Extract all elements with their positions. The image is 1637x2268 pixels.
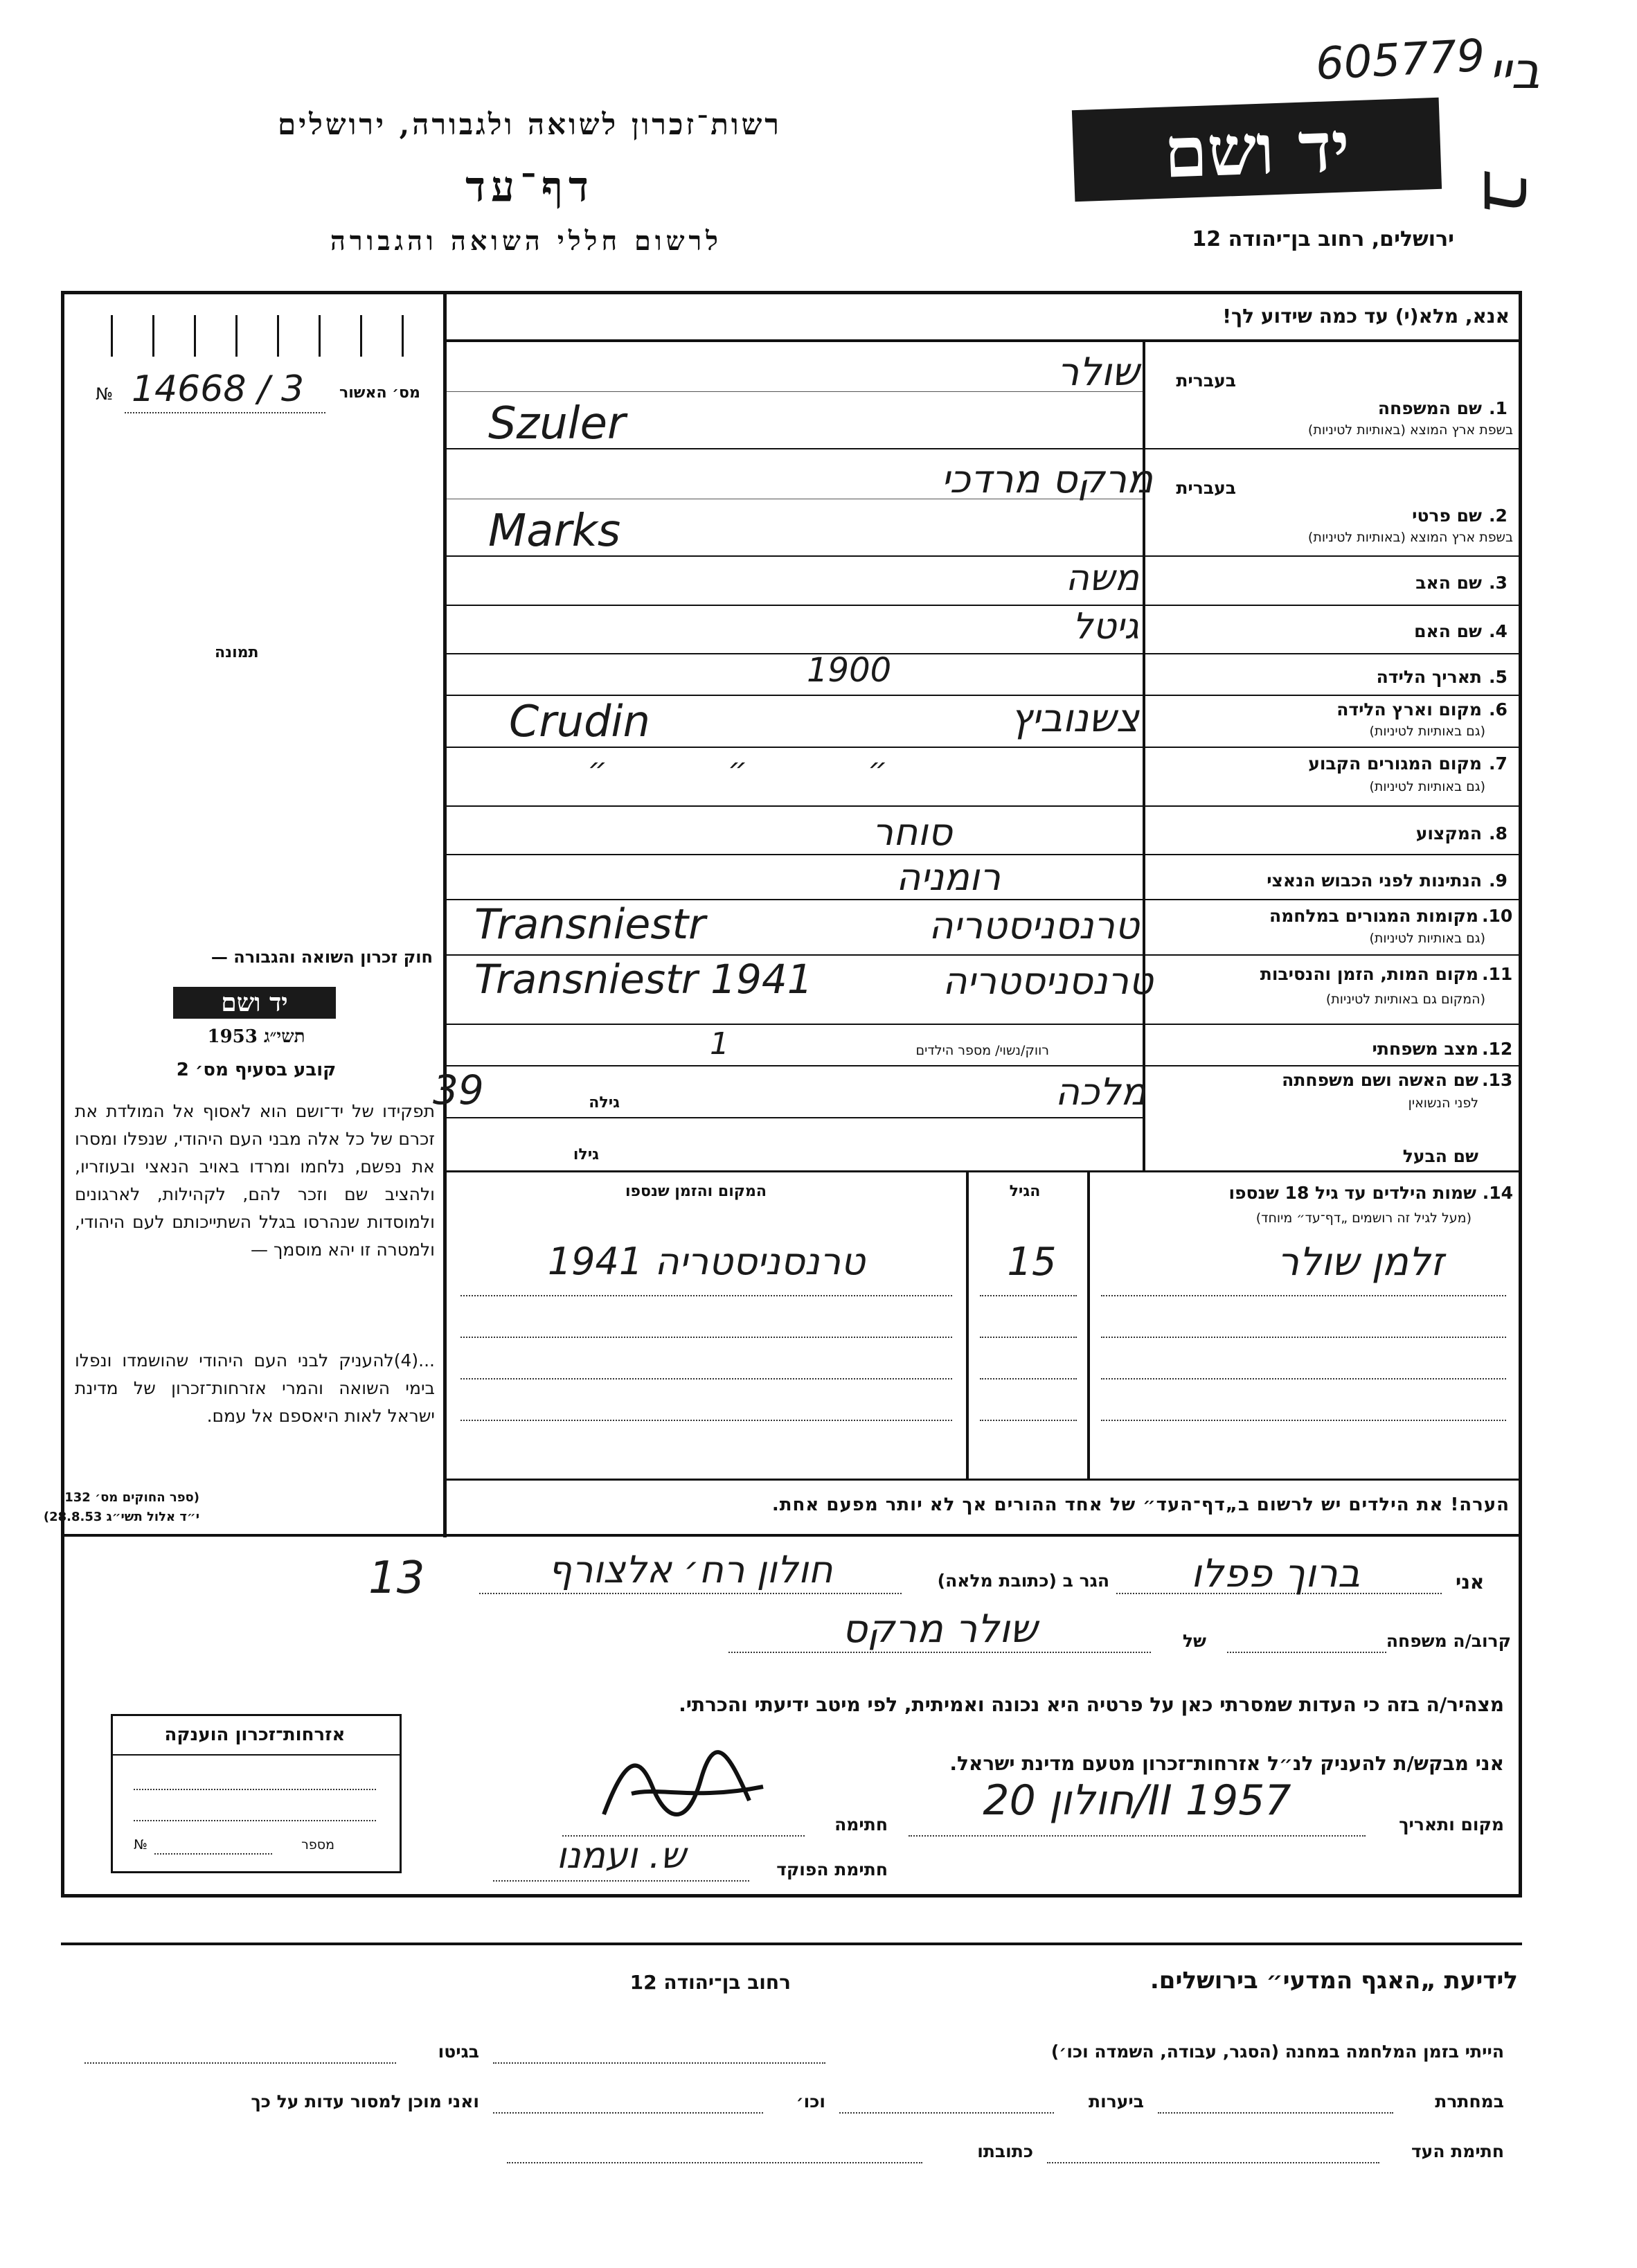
field-4-num: 4. bbox=[1489, 621, 1508, 641]
husband-label: שם הבעל bbox=[1402, 1146, 1478, 1166]
wife-age-value: 39 bbox=[433, 1066, 484, 1114]
field-8-value: סוחר bbox=[872, 810, 952, 854]
field-10-num: 10. bbox=[1482, 906, 1513, 926]
field-5-label: תאריך הלידה bbox=[1376, 667, 1482, 687]
field-12-label: מצב משפחתי bbox=[1372, 1039, 1478, 1059]
field-6-value-hebrew: צשנוביץ bbox=[1010, 696, 1139, 741]
law-ref-2: י״ד אלול תשי״ג 28.8.53) bbox=[43, 1510, 199, 1524]
field-12-num: 12. bbox=[1482, 1039, 1513, 1059]
form-title: דף־עד bbox=[465, 163, 594, 211]
field-3 bbox=[447, 557, 1520, 606]
field-6-label: מקום וארץ הלידה bbox=[1336, 699, 1482, 720]
field-12-value-label: רווק/נשוי/ מספר הילדים bbox=[915, 1043, 1049, 1058]
field-9-label: הנתינות לפני הכבוש הנאצי bbox=[1267, 870, 1482, 891]
field-4 bbox=[447, 606, 1520, 654]
field-10 bbox=[447, 900, 1520, 956]
field-12-value: 1 bbox=[710, 1026, 729, 1062]
child-age: 15 bbox=[1007, 1240, 1057, 1285]
field-1-hint: בשפת ארץ המוצא (באותיות לטיניות) bbox=[1307, 422, 1513, 438]
field-10-value-latin: Transniestr bbox=[474, 900, 706, 949]
children-table bbox=[447, 1170, 1520, 1482]
authority-title: רשות־זכרון לשואה ולגבורה, ירושלים bbox=[278, 107, 782, 141]
bottom-forests: ביערות bbox=[1089, 2091, 1144, 2111]
reg-symbol: № bbox=[96, 384, 113, 404]
field-7-hint: (גם באותיות לטיניות) bbox=[1369, 779, 1485, 794]
header-address: ירושלים, רחוב בן־יהודה 12 bbox=[1192, 227, 1454, 251]
bottom-address-label: כתובתו bbox=[977, 2141, 1033, 2161]
instruction: אנא, מלא(י) עד כמה שידוע לך! bbox=[1222, 305, 1510, 328]
signature bbox=[590, 1745, 784, 1835]
field-3-value: משה bbox=[1065, 557, 1139, 599]
field-1-num: 1. bbox=[1489, 398, 1508, 418]
registration-label: מס׳ האשור bbox=[339, 384, 420, 402]
field-7-value: ״ ״ ״ bbox=[587, 751, 943, 787]
field-6-value-latin: Crudin bbox=[509, 696, 650, 747]
field-1-value-hebrew: שולר bbox=[1057, 350, 1139, 395]
field-3-label: שם האב bbox=[1415, 573, 1482, 593]
field-5 bbox=[447, 651, 1520, 696]
registration-number: 14668 / 3 bbox=[132, 368, 305, 410]
bottom-testimony: ואני מוכן למסור עדות על כך bbox=[251, 2091, 479, 2111]
children-hint: (מעל לגיל זה רושמים „דף־עד״ מיוחד) bbox=[1255, 1211, 1471, 1226]
field-10-label: מקומות המגורים במלחמה bbox=[1269, 906, 1478, 926]
decl-officer-label: חתימת הפוקד bbox=[776, 1859, 888, 1879]
certificate-title: אזרחות־זכרון הוענקה bbox=[164, 1724, 346, 1745]
field-13-label: שם האשה ושם משפחתה bbox=[1282, 1070, 1478, 1090]
registration-ticks bbox=[97, 315, 429, 364]
field-8-num: 8. bbox=[1489, 823, 1508, 843]
form-subtitle: לרשום חללי השואה והגבורה bbox=[330, 225, 722, 256]
field-11-hint: (המקום גם באותיות לטיניות) bbox=[1325, 992, 1485, 1007]
child-name: זלמן שולר bbox=[1277, 1240, 1444, 1285]
field-1-tag: בעברית bbox=[1176, 370, 1236, 391]
bottom-address: רחוב בן־יהודה 12 bbox=[629, 1971, 791, 1994]
field-11-num: 11. bbox=[1482, 964, 1513, 984]
field-10-hint: (גם באותיות לטיניות) bbox=[1369, 931, 1485, 946]
law-year-number: 1953 bbox=[207, 1026, 258, 1047]
archive-number: 605779 bbox=[1314, 30, 1487, 91]
field-10-value-hebrew: טרנסניסטריה bbox=[929, 904, 1139, 947]
decl-of-label: של bbox=[1182, 1631, 1206, 1651]
child-place: טרנסניסטריה 1941 bbox=[547, 1240, 866, 1283]
decl-resident-label: הגר ב (כתובת מלאה) bbox=[937, 1571, 1109, 1591]
field-9 bbox=[447, 855, 1520, 900]
field-2-label: שם פרטי bbox=[1412, 506, 1482, 526]
field-8 bbox=[447, 807, 1520, 855]
field-11-value-hebrew: טרנסניסטריה bbox=[942, 959, 1153, 1003]
field-8-label: המקצוע bbox=[1415, 823, 1482, 843]
law-ref-1: (ספר החוקים מס׳ 132 bbox=[64, 1490, 199, 1505]
field-12 bbox=[447, 1025, 1520, 1066]
bottom-section bbox=[64, 1946, 1518, 2175]
bottom-etc: וכו׳ bbox=[796, 2091, 825, 2111]
field-6-num: 6. bbox=[1489, 699, 1508, 720]
children-col-age: הגיל bbox=[1009, 1183, 1041, 1200]
photo-label: תמונה bbox=[215, 644, 259, 661]
field-11 bbox=[447, 956, 1520, 1025]
decl-relative-value: שולר מרקס bbox=[842, 1607, 1037, 1652]
wife-age-label: גילה bbox=[589, 1094, 620, 1111]
decl-signature-label: חתימה bbox=[834, 1814, 888, 1834]
corner-mark-2: ב bbox=[1466, 168, 1555, 212]
field-5-value: 1900 bbox=[807, 651, 892, 690]
decl-relation-label: קרוב/ה משפחה bbox=[1386, 1631, 1511, 1651]
field-9-num: 9. bbox=[1489, 870, 1508, 891]
certificate-box bbox=[111, 1714, 402, 1873]
law-title: חוק זכרון השואה והגבורה — bbox=[211, 947, 433, 967]
decl-request-text: אני מבקש/ת להעניק לנ״ל אזרחות־זכרון מטעם מדינת ישראל. bbox=[949, 1752, 1504, 1775]
decl-address-number: 13 bbox=[368, 1553, 425, 1604]
law-year bbox=[187, 1026, 325, 1047]
law-year-hebrew: תשי״ג bbox=[263, 1026, 305, 1047]
field-2-hint: בשפת ארץ המוצא (באותיות לטיניות) bbox=[1307, 530, 1513, 545]
field-7-label: מקום המגורים הקבוע bbox=[1308, 753, 1482, 774]
field-13-value: מלכה bbox=[1055, 1070, 1146, 1114]
bottom-attention: לידיעת „האגף המדעי״ בירושלים. bbox=[1150, 1967, 1518, 1994]
field-1 bbox=[447, 343, 1520, 450]
field-2 bbox=[447, 450, 1520, 557]
law-section: קובע בסעיף מס׳ 2 bbox=[176, 1060, 337, 1080]
field-13-num: 13. bbox=[1482, 1070, 1513, 1090]
field-6 bbox=[447, 696, 1520, 748]
field-9-value: רומניה bbox=[896, 855, 1001, 899]
certificate-number-label: מספר bbox=[301, 1837, 334, 1852]
corner-mark: ביי bbox=[1489, 42, 1540, 100]
bottom-witness-sig: חתימת העד bbox=[1411, 2141, 1504, 2161]
yad-vashem-logo: יד ושם bbox=[1072, 98, 1442, 202]
bottom-underground: במחתרת bbox=[1435, 2091, 1504, 2111]
children-note: הערה! את הילדים יש לרשום ב„דף־העד״ של אחד ההורים אך לא יותר מפעם אחת. bbox=[771, 1494, 1510, 1515]
decl-place-date-value: חולון 20/II 1957 bbox=[983, 1776, 1291, 1825]
law-logo: יד ושם bbox=[173, 987, 336, 1019]
decl-officer-value: ש. ועמנו bbox=[556, 1835, 686, 1877]
children-row bbox=[447, 1240, 1520, 1295]
decl-address-value: חולון רח׳ אלצורף bbox=[548, 1548, 833, 1591]
law-text-2: ...(4)להעניק לבני העם היהודי שהושמדו ונפלו בימי השואה והמרי אזרחות־זכרון של מדינת ישראל לאות היאספם אל עמם. bbox=[75, 1350, 435, 1426]
field-3-num: 3. bbox=[1489, 573, 1508, 593]
field-2-num: 2. bbox=[1489, 506, 1508, 526]
decl-place-date-label: מקום ותאריך bbox=[1399, 1814, 1504, 1834]
field-6-hint: (גם באותיות לטיניות) bbox=[1369, 724, 1485, 739]
field-2-value-hebrew: מרקס מרדכי bbox=[941, 457, 1153, 502]
field-1-label: שם המשפחה bbox=[1377, 398, 1482, 418]
field-11-label: מקום המות, הזמן והנסיבות bbox=[1260, 964, 1478, 984]
husband-row bbox=[447, 1118, 1520, 1170]
law-text: תפקידו של יד־ושם הוא לאסוף אל המולדת את זכרם של כל אלה מבני העם היהודי, שנפלו ומסרו את נפשם, נלחמו ומרדו באויב הנאצי ובעוזריו, ולהציב שם וזכר להם, לקהילות, לארגונים ולמוסדות שנהרסו בגלל השתייכותם לעם היהודי, ולמטרה זו יהא מוסמך — bbox=[75, 1101, 435, 1260]
decl-name-value: ברוך פפלו bbox=[1190, 1551, 1361, 1596]
bottom-line1: הייתי בזמן המלחמה במחנה (הסגר, עבודה, השמדה וכו׳) bbox=[1050, 2042, 1504, 2062]
decl-affirm-text: מצהיר/ה בזה כי העדות שמסרתי כאן על פרטיה היא נכונה ואמיתית, לפי מיטב ידיעתי והכרתי. bbox=[679, 1693, 1504, 1716]
bottom-ghetto: בגיטו bbox=[438, 2042, 479, 2062]
field-1-value-latin: Szuler bbox=[488, 398, 626, 449]
children-label: 14. שמות הילדים עד גיל 18 שנספו bbox=[1228, 1183, 1513, 1203]
field-7-num: 7. bbox=[1489, 753, 1508, 774]
decl-i-label: אני bbox=[1456, 1571, 1485, 1593]
field-11-value-latin: Transniestr 1941 bbox=[474, 956, 813, 1003]
field-13 bbox=[433, 1066, 1520, 1118]
field-13-hint: לפני הנשואין bbox=[1408, 1096, 1478, 1111]
field-4-value: גיטל bbox=[1072, 606, 1139, 648]
field-2-tag: בעברית bbox=[1176, 478, 1236, 498]
field-2-value-latin: Marks bbox=[488, 506, 621, 557]
husband-age-label: גילו bbox=[573, 1146, 599, 1163]
field-4-label: שם האם bbox=[1414, 621, 1482, 641]
children-col-place: המקום והזמן שנספו bbox=[625, 1183, 767, 1200]
certificate-number-symbol: № bbox=[134, 1837, 147, 1852]
field-5-num: 5. bbox=[1489, 667, 1508, 687]
field-7 bbox=[447, 748, 1520, 807]
